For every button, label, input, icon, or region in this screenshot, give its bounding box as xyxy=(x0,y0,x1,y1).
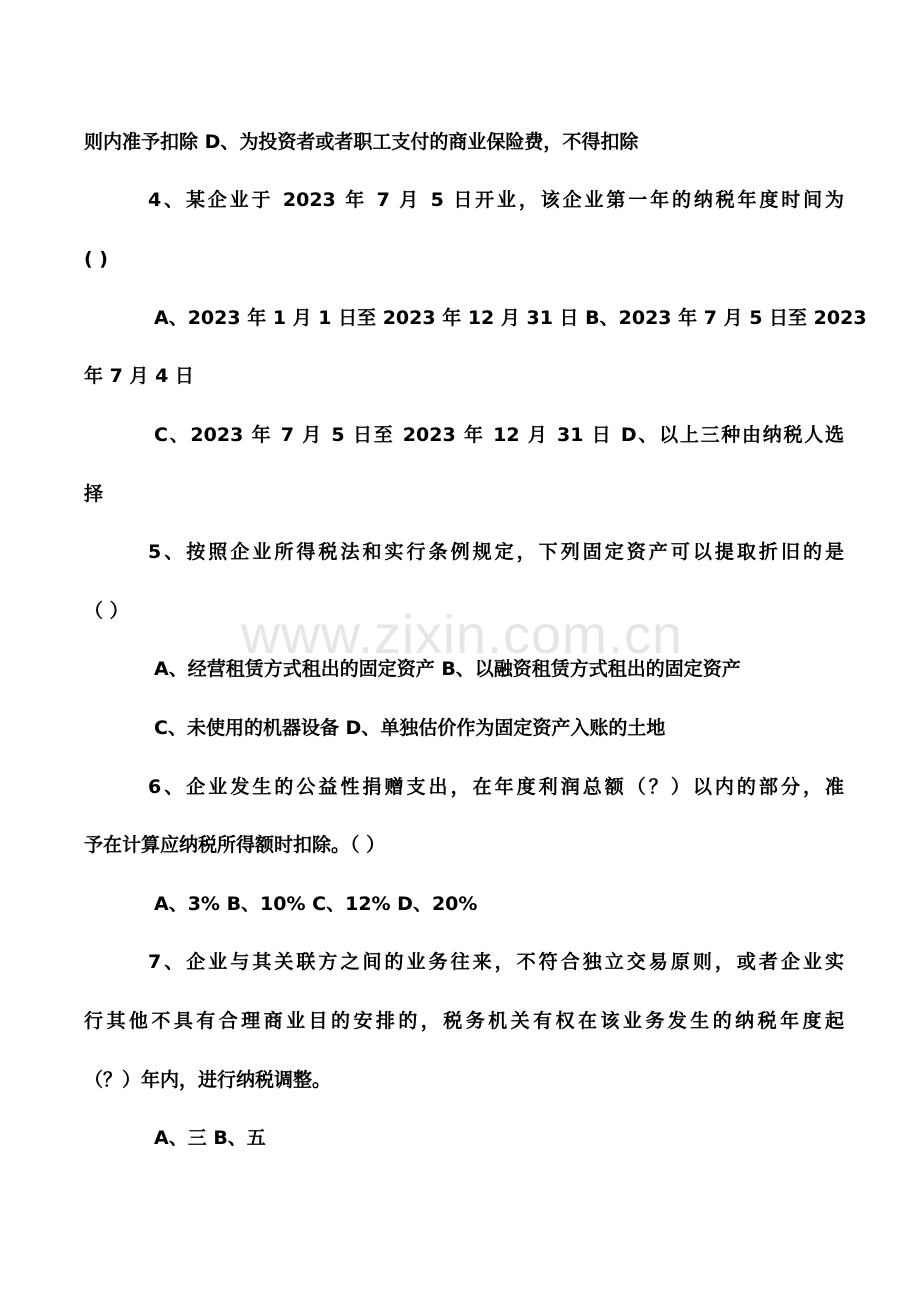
question-5-blank: （ ） xyxy=(84,600,129,622)
question-4-options-ab: A、2023 年 1 月 1 日至 2023 年 12 月 31 日 B、2023 年 7 月 5 日至 2023 xyxy=(154,307,867,329)
question-4-blank: ( ) xyxy=(84,248,108,270)
question-7-stem: 7、企业与其关联方之间的业务往来，不符合独立交易原则，或者企业实 xyxy=(148,951,844,973)
question-7-options: A、三 B、五 xyxy=(154,1127,266,1149)
question-5-stem: 5、按照企业所得税法和实行条例规定，下列固定资产可以提取折旧的是 xyxy=(148,541,844,563)
question-4-options-cd-cont: 择 xyxy=(84,483,104,505)
question-5-options-ab: A、经营租赁方式租出的固定资产 B、以融资租赁方式租出的固定资产 xyxy=(154,658,741,680)
question-4-stem: 4、某企业于 2023 年 7 月 5 日开业，该企业第一年的纳税年度时间为 xyxy=(148,189,844,211)
question-6-options: A、3% B、10% C、12% D、20% xyxy=(154,893,478,915)
text-line-cont: 则内准予扣除 D、为投资者或者职工支付的商业保险费，不得扣除 xyxy=(84,131,639,153)
question-5-options-cd: C、未使用的机器设备 D、单独估价作为固定资产入账的土地 xyxy=(154,717,666,739)
watermark: www.zixin.com.cn xyxy=(240,605,684,665)
question-4-options-ab-cont: 年 7 月 4 日 xyxy=(84,365,194,387)
question-4-options-cd: C、2023 年 7 月 5 日至 2023 年 12 月 31 日 D、以上三种由纳税人选 xyxy=(154,424,844,446)
question-6-stem: 6、企业发生的公益性捐赠支出，在年度利润总额（？）以内的部分，准 xyxy=(148,776,844,798)
question-6-stem-cont: 予在计算应纳税所得额时扣除。（ ） xyxy=(84,834,386,856)
question-7-stem-cont-1: 行其他不具有合理商业目的安排的，税务机关有权在该业务发生的纳税年度起 xyxy=(84,1010,844,1032)
question-7-stem-cont-2: （？）年内，进行纳税调整。 xyxy=(84,1069,332,1091)
